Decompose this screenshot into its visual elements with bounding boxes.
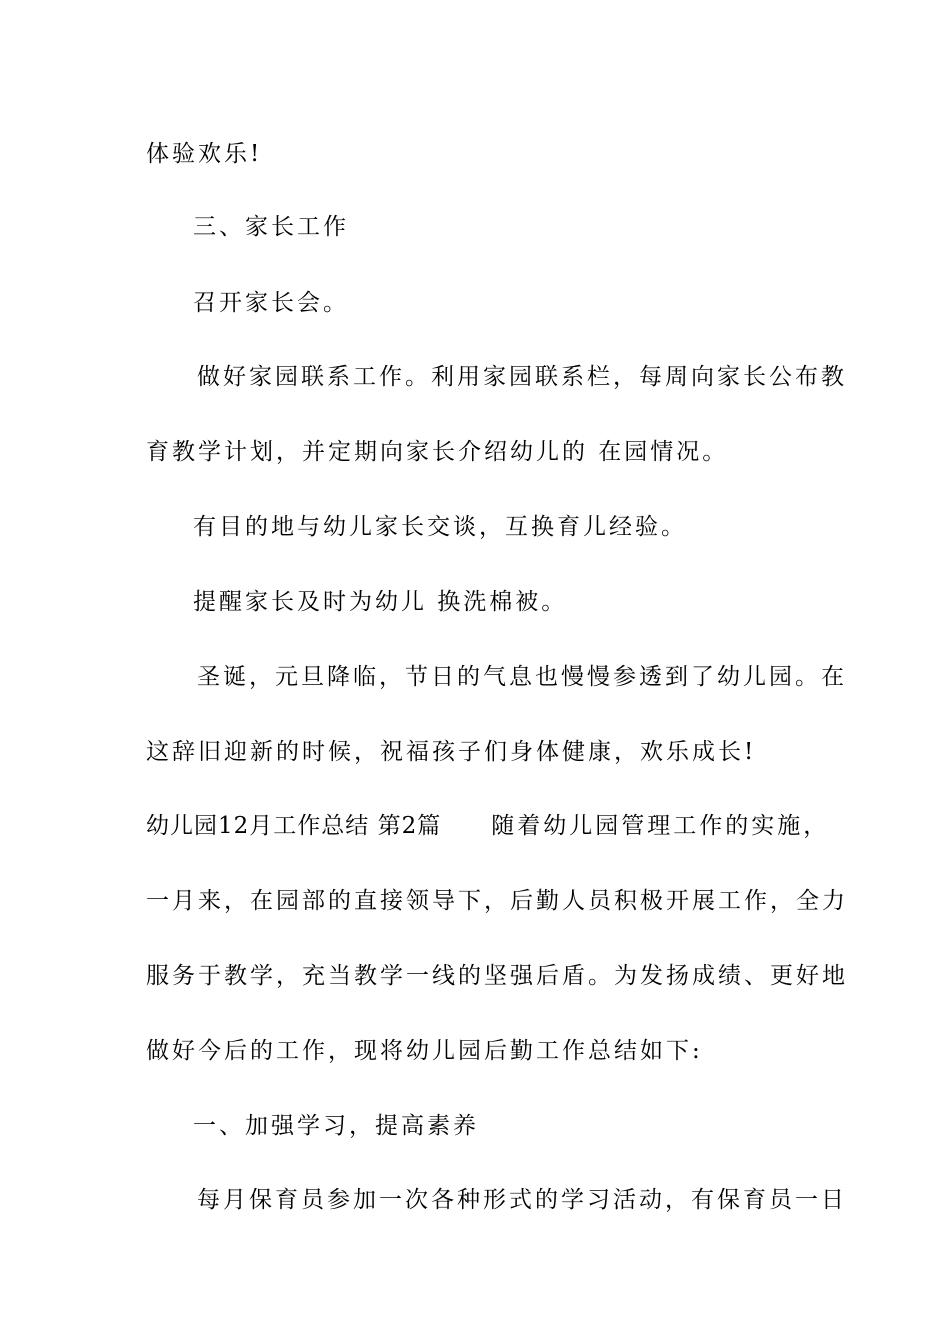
paragraph-line: 提醒家长及时为幼儿 换洗棉被。 bbox=[193, 589, 568, 615]
paragraph-line: 体验欢乐! bbox=[146, 141, 263, 167]
paragraph-line: 育教学计划，并定期向家长介绍幼儿的 在园情况。 bbox=[146, 439, 729, 465]
article-heading-line bbox=[146, 811, 829, 841]
paragraph-line: 一月来，在园部的直接领导下，后勤人员积极开展工作，全力 bbox=[146, 888, 848, 914]
paragraph-line: 这辞旧迎新的时候，祝福孩子们身体健康，欢乐成长! bbox=[146, 739, 757, 765]
section-heading-parent-work: 三、家长工作 bbox=[193, 214, 349, 240]
paragraph-line: 召开家长会。 bbox=[193, 290, 349, 316]
paragraph-line: 每月保育员参加一次各种形式的学习活动，有保育员一日 bbox=[197, 1187, 847, 1213]
paragraph-line: 做好今后的工作，现将幼儿园后勤工作总结如下: bbox=[146, 1038, 703, 1064]
article-heading-tail: 随着幼儿园管理工作的实施， bbox=[491, 813, 830, 839]
paragraph-line: 圣诞，元旦降临，节日的气息也慢慢参透到了幼儿园。在 bbox=[197, 664, 847, 690]
article-heading: 幼儿园12月工作总结 第2篇 bbox=[146, 813, 442, 839]
paragraph-line: 做好家园联系工作。利用家园联系栏，每周向家长公布教 bbox=[197, 364, 847, 390]
paragraph-line: 服务于教学，充当教学一线的坚强后盾。为发扬成绩、更好地 bbox=[146, 963, 848, 989]
section-heading-study: 一、加强学习，提高素养 bbox=[193, 1113, 479, 1139]
paragraph-line: 有目的地与幼儿家长交谈，互换育儿经验。 bbox=[193, 514, 687, 540]
